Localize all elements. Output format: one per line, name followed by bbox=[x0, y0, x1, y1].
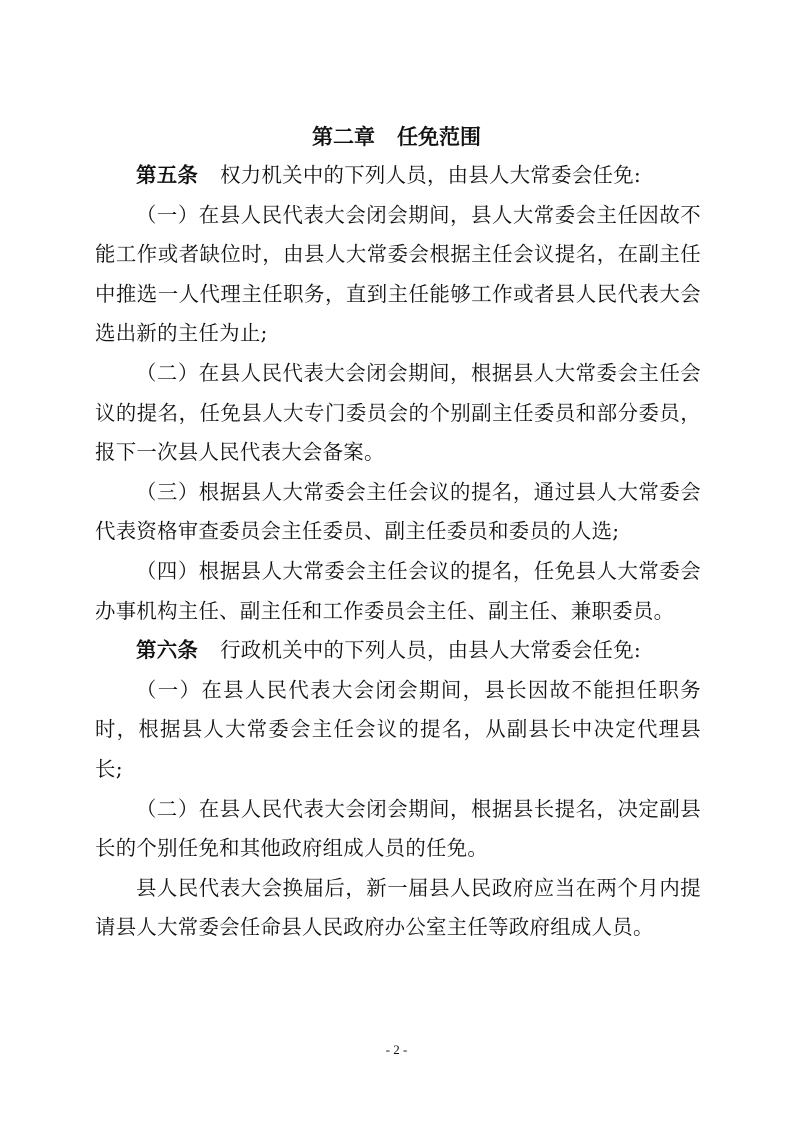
article-5-label: 第五条 bbox=[136, 163, 199, 187]
article-5-item-3 bbox=[95, 473, 701, 552]
article-5-paragraph bbox=[95, 156, 701, 196]
article-5-item-4 bbox=[95, 552, 701, 631]
article-6-closing-paragraph bbox=[95, 869, 701, 948]
article-5-item-3-text: （三）根据县人大常委会主任会议的提名，通过县人大常委会代表资格审查委员会主任委员、副主任委员和委员的人选; bbox=[95, 479, 701, 544]
chapter-heading bbox=[0, 120, 793, 154]
article-6-paragraph bbox=[95, 631, 701, 671]
article-5-text: 权力机关中的下列人员，由县人大常委会任免: bbox=[220, 163, 642, 187]
article-6-item-1 bbox=[95, 671, 701, 790]
article-6-text: 行政机关中的下列人员，由县人大常委会任免: bbox=[220, 638, 642, 663]
article-6-label: 第六条 bbox=[136, 638, 199, 663]
article-6-item-2 bbox=[95, 790, 701, 869]
page-number: - 2 - bbox=[385, 1042, 408, 1057]
article-5-item-4-text: （四）根据县人大常委会主任会议的提名，任免县人大常委会办事机构主任、副主任和工作委员会主任、副主任、兼职委员。 bbox=[95, 558, 701, 623]
article-5-item-2-text: （二）在县人民代表大会闭会期间，根据县人大常委会主任会议的提名，任免县人大专门委员会的个别副主任委员和部分委员，报下一次县人民代表大会备案。 bbox=[95, 360, 701, 465]
article-5-item-2 bbox=[95, 354, 701, 473]
chapter-title-text: 任免范围 bbox=[397, 125, 481, 149]
body-text bbox=[95, 156, 701, 948]
article-6-item-2-text: （二）在县人民代表大会闭会期间，根据县长提名，决定副县长的个别任免和其他政府组成人员的任免。 bbox=[95, 796, 701, 861]
article-6-item-1-text: （一）在县人民代表大会闭会期间，县长因故不能担任职务时，根据县人大常委会主任会议的提名，从副县长中决定代理县长; bbox=[95, 677, 701, 781]
chapter-label: 第二章 bbox=[312, 125, 375, 149]
article-5-item-1 bbox=[95, 196, 701, 354]
article-6-closing-text: 县人民代表大会换届后，新一届县人民政府应当在两个月内提请县人大常委会任命县人民政府办公室主任等政府组成人员。 bbox=[95, 875, 701, 940]
article-5-item-1-text: （一）在县人民代表大会闭会期间，县人大常委会主任因故不能工作或者缺位时，由县人大常委会根据主任会议提名，在副主任中推选一人代理主任职务，直到主任能够工作或者县人民代表大会选出新的主任为止; bbox=[95, 202, 701, 346]
